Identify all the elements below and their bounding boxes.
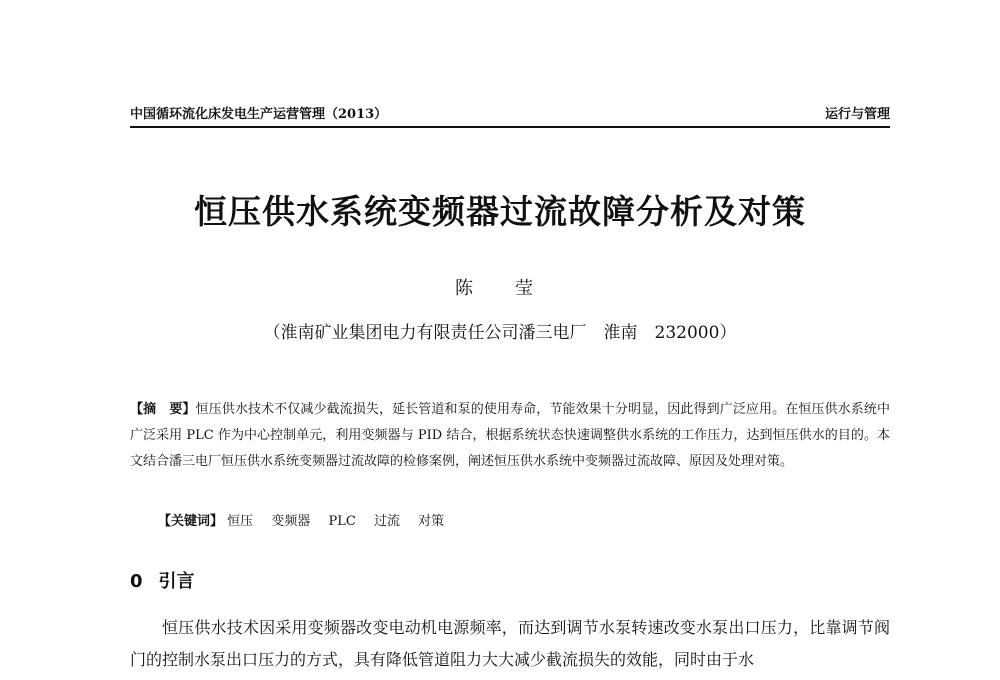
paper-title: 恒压供水系统变频器过流故障分析及对策 — [194, 192, 806, 231]
body-paragraph: 恒压供水技术因采用变频器改变电动机电源频率，而达到调节水泵转速改变水泵出口压力，比靠调节阀门的控制水泵出口压力的方式，具有降低管道阻力大大减少截流损失的效能，同时由于水 — [130, 618, 890, 669]
journal-name: 中国循环流化床发电生产运营管理（2013） — [130, 107, 388, 122]
keyword: 过流 — [373, 514, 400, 529]
author-affiliation: （淮南矿业集团电力有限责任公司潘三电厂 淮南 232000） — [263, 323, 737, 343]
section-heading — [130, 567, 195, 593]
abstract — [130, 397, 890, 475]
column-name: 运行与管理 — [824, 107, 890, 122]
abstract-text: 恒压供水技术不仅减少截流损失，延长管道和泵的使用寿命，节能效果十分明显，因此得到广泛应用。在恒压供水系统中广泛采用 PLC 作为中心控制单元，利用变频器与 PID 结合，根据系统状态快速调整供水系统的工作压力，达到恒压供水的目的。本文结合潘三电厂恒压供水系统变频器过流故障的检修案例，阐述恒压供水系统中变频器过流故障、原因及处理对策。 — [130, 402, 890, 469]
keyword: 恒压 — [227, 514, 254, 529]
section-number: 0 — [130, 571, 143, 592]
keyword: 对策 — [418, 514, 445, 529]
keywords — [158, 511, 888, 533]
running-header — [130, 100, 890, 128]
author-name: 陈 莹 — [455, 278, 545, 299]
abstract-label: 【摘 要】 — [130, 402, 196, 417]
section-title: 引言 — [158, 571, 195, 592]
keyword: PLC — [328, 514, 356, 529]
keyword: 变频器 — [271, 514, 311, 529]
keywords-label: 【关键词】 — [158, 514, 224, 529]
